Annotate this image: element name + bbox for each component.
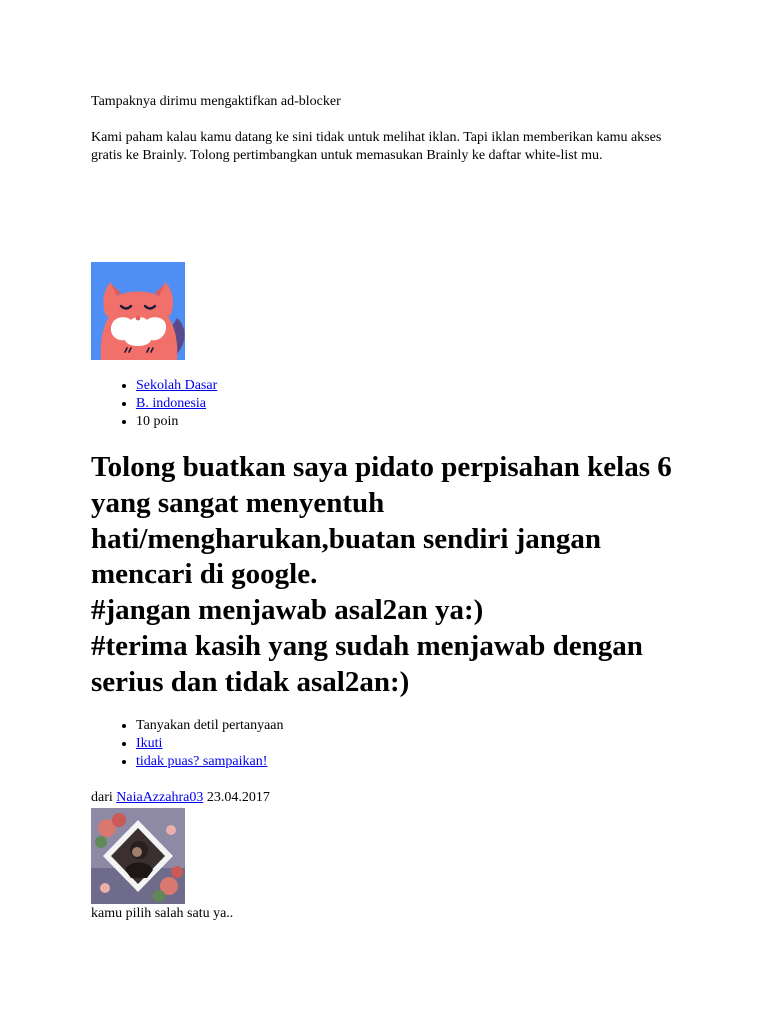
report-link[interactable]: tidak puas? sampaikan! [136, 754, 268, 769]
list-item [136, 735, 284, 753]
user-avatar-image [91, 808, 185, 904]
adblock-title: Tampaknya dirimu mengaktifkan ad-blocker [91, 94, 341, 109]
question-title: Tolong buatkan saya pidato perpisahan kelas 6 yang sangat menyentuh hati/mengharukan,buatan sendiri jangan mencari di google. #jangan menjawab asal2an ya:) #terima kasih yang sudah menjawab dengan serius dan tidak asal2an:) [91, 451, 672, 698]
subject-link[interactable]: B. indonesia [136, 396, 206, 411]
list-item [136, 377, 217, 395]
question-meta-list [91, 377, 217, 431]
points-label: • 10 poin [136, 413, 217, 431]
byline-prefix: dari [91, 790, 113, 805]
answer-text: kamu pilih salah satu ya.. [91, 906, 234, 921]
adblock-message: Kami paham kalau kamu datang ke sini tidak untuk melihat iklan. Tapi iklan memberikan kamu akses gratis ke Brainly. Tolong pertimbangkan untuk memasukan Brainly ke daftar white-list mu. [91, 130, 662, 163]
post-date: 23.04.2017 [206, 790, 270, 805]
question-actions-list [91, 717, 284, 771]
list-item [136, 395, 217, 413]
ask-details-item: • Tanyakan detil pertanyaan [136, 717, 284, 735]
author-link[interactable]: NaiaAzzahra03 [116, 790, 204, 805]
byline [91, 789, 270, 807]
list-item [136, 753, 284, 771]
follow-link[interactable]: Ikuti [136, 736, 163, 751]
level-link[interactable]: Sekolah Dasar [136, 378, 218, 393]
cat-avatar-image [91, 262, 185, 360]
